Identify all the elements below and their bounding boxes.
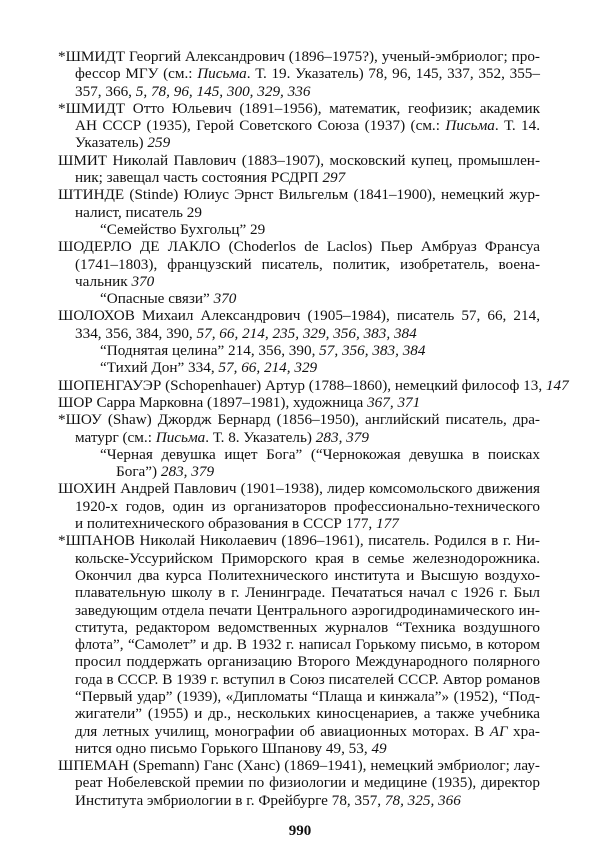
index-entry-line — [58, 394, 540, 411]
index-entry-continuation — [75, 584, 540, 601]
text: ник; завещал часть состояния РСДРП — [75, 169, 323, 187]
index-subentry-line — [100, 446, 540, 463]
text: Института эмбриологии в г. Фрейбурге 78, 357, — [75, 791, 385, 809]
text: плавательную школу в г. Ленинграде. Печататься начал с 1926 г. Был — [75, 584, 540, 602]
text: матург (см.: — [75, 428, 156, 446]
index-entry-continuation — [75, 602, 540, 619]
italic-text: АГ — [489, 722, 508, 740]
index-entry-continuation — [75, 65, 540, 82]
italic-text: 283, 379 — [160, 463, 215, 481]
text: *ШМИДТ Георгий Александрович (1896–1975?), ученый-эмбриолог; про- — [58, 48, 540, 65]
index-entry-continuation — [75, 636, 540, 653]
index-entry-continuation — [75, 723, 540, 740]
text: ШТИНДЕ (Stinde) Юлиус Эрнст Вильгельм (1841–1900), немецкий жур- — [58, 186, 540, 204]
index-entry-line — [58, 480, 540, 497]
text: ШОР Сарра Марковна (1897–1981), художница — [58, 393, 368, 411]
text: ШМИТ Николай Павлович (1883–1907), московский купец, промышлен- — [58, 151, 540, 169]
index-entry-continuation — [75, 515, 540, 532]
text: ШОХИН Андрей Павлович (1901–1938), лидер комсомольского движения — [58, 480, 540, 498]
index-entry-line — [58, 376, 569, 394]
index-entry-line — [58, 757, 540, 774]
text: “Тихий Дон” 334, — [100, 359, 219, 377]
index-entry-continuation — [75, 134, 540, 151]
index-entry-line — [58, 48, 540, 65]
index-entry-continuation — [75, 619, 540, 636]
text: для летных училищ, монографии об авиационных моторах. В — [75, 722, 490, 740]
text: “Первый удар” (1939), «Дипломаты “Плаща и кинжала”» (1952), “Под- — [75, 687, 540, 705]
index-entry-line — [58, 238, 540, 255]
text: *ШОУ (Shaw) Джордж Бернард (1856–1950), английский писатель, дра- — [58, 411, 540, 429]
italic-text: 49 — [371, 739, 387, 757]
italic-text: 370 — [213, 290, 237, 308]
italic-text: Письма — [155, 428, 206, 446]
text: ШПЕМАН (Spemann) Ганс (Ханс) (1869–1941), немецкий эмбриолог; лау- — [58, 757, 540, 775]
index-entry-continuation — [75, 325, 540, 342]
text: заведующим отдела печати Центрального аэрогидродинамического ин- — [75, 601, 540, 619]
text: . Т. 14. — [494, 117, 540, 135]
text: 357, 366, — [75, 82, 136, 100]
index-page-text — [58, 48, 569, 809]
text: *ШМИДТ Отто Юльевич (1891–1956), математик, геофизик; академик — [58, 99, 540, 117]
italic-text: 283, 379 — [315, 428, 369, 446]
text: ШОДЕРЛО ДЕ ЛАКЛО (Choderlos de Laclos) Пьер Амбруаз Франсуа — [58, 238, 540, 256]
index-entry-continuation — [75, 567, 540, 584]
text: Окончил два курса Политехнического института и Высшую воздухо- — [75, 566, 540, 584]
text: фессор МГУ (см.: — [75, 65, 198, 83]
italic-text: 177 — [376, 515, 399, 533]
italic-text: 259 — [147, 134, 171, 152]
text: *ШПАНОВ Николай Николаевич (1896–1961), писатель. Родился в г. Ни- — [58, 532, 540, 550]
index-entry-continuation — [75, 83, 540, 100]
text: жигатели” (1955) и др., нескольких киносценариев, а также учебника — [75, 705, 540, 723]
text: чальник — [75, 272, 132, 290]
text: ститута, редактором ведомственных журналов “Техника воздушного — [75, 618, 540, 636]
text: “Черная девушка ищет Бога” (“Чернокожая девушка в поисках — [100, 445, 540, 463]
text: . Т. 19. Указатель) 78, 96, 145, 337, 352, 355– — [246, 65, 540, 83]
italic-text: Письма — [197, 65, 247, 83]
index-entry-continuation — [75, 498, 540, 515]
index-entry-continuation — [75, 550, 540, 567]
text: налист, писатель 29 — [75, 203, 202, 221]
text: года в СССР. В 1939 г. вступил в Союз писателей СССР. Автор романов — [75, 670, 540, 688]
index-entry-continuation — [75, 256, 540, 273]
text: “Опасные связи” — [100, 290, 214, 308]
italic-text: 367, 371 — [367, 393, 421, 411]
italic-text: 57, 66, 214, 235, 329, 356, 383, 384 — [196, 324, 417, 342]
index-entry-line — [58, 411, 540, 428]
text: реат Нобелевской премии по физиологии и медицине (1935), директор — [75, 774, 540, 792]
text: АН СССР (1935), Герой Советского Союза (1937) (см.: — [75, 117, 446, 135]
index-entry-continuation — [75, 204, 540, 221]
index-subentry-line — [100, 290, 540, 307]
italic-text: 147 — [545, 376, 569, 394]
index-entry-line — [58, 100, 540, 117]
italic-text: 297 — [322, 169, 346, 187]
text: . Т. 8. Указатель) — [205, 428, 316, 446]
page-number: 990 — [288, 823, 312, 839]
text: “Поднятая целина” 214, 356, 390, — [100, 342, 320, 360]
text: Указатель) — [75, 134, 148, 152]
italic-text: 5, 78, 96, 145, 300, 329, 336 — [135, 82, 311, 100]
text: 334, 356, 384, 390, — [75, 324, 197, 342]
index-entry-line — [58, 186, 540, 203]
italic-text: 370 — [131, 272, 155, 290]
index-entry-continuation — [75, 671, 540, 688]
index-entry-continuation — [75, 774, 540, 791]
italic-text: 57, 356, 383, 384 — [319, 342, 426, 360]
text: просил поддержать организацию Второго Международного полярного — [75, 653, 540, 671]
italic-text: 78, 325, 366 — [384, 791, 461, 809]
index-entry-line — [58, 152, 540, 169]
text: 1920-х годов, один из организаторов профессионально-технического — [75, 497, 540, 515]
index-entry-continuation — [75, 688, 540, 705]
index-subentry-line — [100, 342, 540, 359]
index-subentry-line — [100, 359, 540, 376]
index-subentry-line — [100, 221, 540, 238]
index-entry-continuation — [75, 705, 540, 722]
text: ШОПЕНГАУЭР (Schopenhauer) Артур (1788–1860), немецкий философ 13, — [58, 376, 546, 394]
text: флота”, “Самолет” и др. В 1932 г. написал Горькому письмо, в котором — [75, 636, 540, 654]
text: и политехнического образования в СССР 177, — [75, 515, 377, 533]
index-entry-continuation — [75, 429, 540, 446]
italic-text: 57, 66, 214, 329 — [218, 359, 318, 377]
text: кольске-Уссурийском Приморского края в семье железнодорожника. — [75, 549, 540, 567]
text: хра- — [507, 722, 540, 740]
index-entry-continuation — [75, 792, 540, 809]
index-entry-line — [58, 307, 540, 324]
index-entry-continuation — [75, 117, 540, 134]
index-entry-line — [58, 532, 540, 549]
text: нится одно письмо Горького Шпанову 49, 53, — [75, 739, 372, 757]
text: (1741–1803), французский писатель, политик, изобретатель, военa- — [75, 255, 540, 273]
text: ШОЛОХОВ Михаил Александрович (1905–1984), писатель 57, 66, 214, — [58, 307, 540, 325]
index-entry-continuation — [75, 740, 540, 757]
text: Бога”) — [116, 463, 161, 481]
index-entry-continuation — [75, 169, 540, 186]
text: “Семейство Бухгольц” 29 — [100, 220, 266, 238]
italic-text: Письма — [445, 117, 495, 135]
index-subentry-continuation — [116, 463, 540, 480]
index-entry-continuation — [75, 653, 540, 670]
index-entry-continuation — [75, 273, 540, 290]
